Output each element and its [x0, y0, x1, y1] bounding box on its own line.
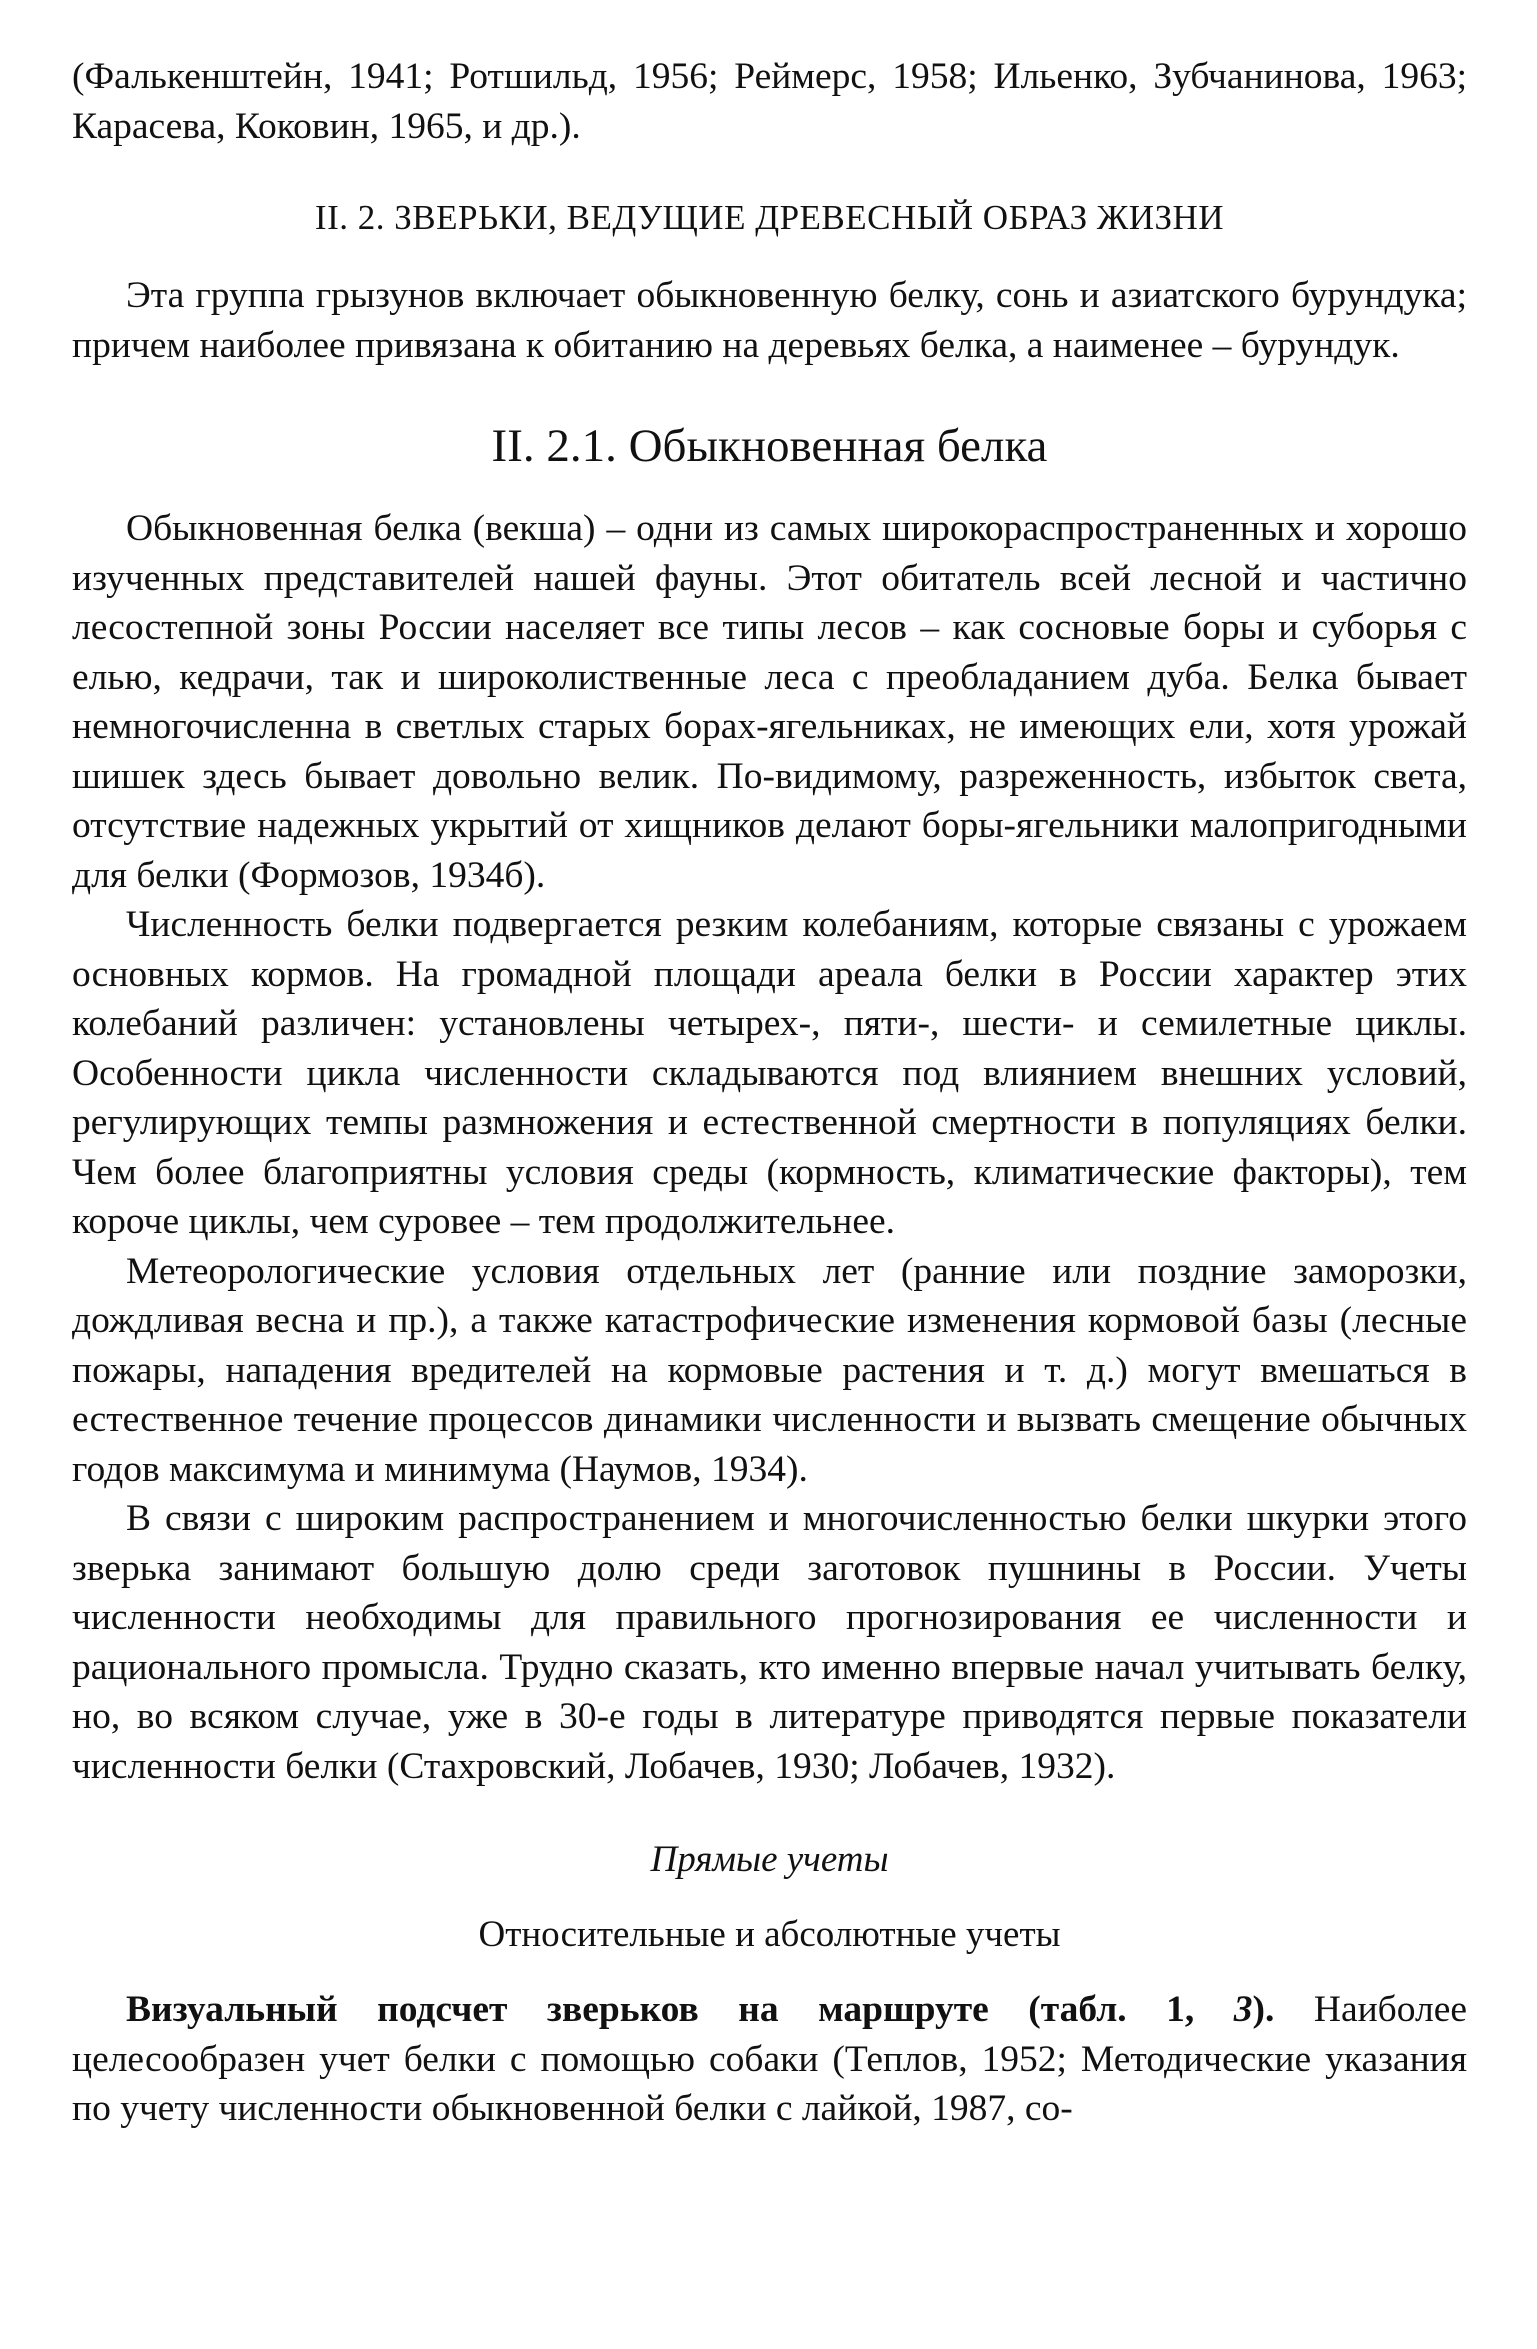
continuation-paragraph: (Фалькенштейн, 1941; Ротшильд, 1956; Реймерс, 1958; Ильенко, Зубчанинова, 1963; Карасева, Коковин, 1965, и др.). [72, 56, 1467, 147]
method-table-number: 3 [1233, 1989, 1253, 2030]
body-paragraph-4: В связи с широким распространением и многочисленностью белки шкурки этого зверька занимают большую долю среди заготовок пушнины в России. Учеты численности необходимы для правильного прогнозирования ее численности и рационального промысла. Трудно сказать, кто именно впервые начал учитывать белку, но, во всяком случае, уже в 30-е годы в литературе приводятся первые показатели численности белки (Стахровский, Лобачев, 1930; Лобачев, 1932). [72, 1498, 1467, 1787]
body-paragraph-1: Обыкновенная белка (векша) – одни из самых широкораспространенных и хорошо изученных представителей нашей фауны. Этот обитатель всей лесной и частично лесостепной зоны России населяет все типы лесов – как сосновые боры и суборья с елью, кедрачи, так и широколиственные леса с преобладанием дуба. Белка бывает немногочисленна в светлых старых борах-ягельниках, не имеющих ели, хотя урожай шишек здесь бывает довольно велик. По-видимому, разреженность, избыток света, отсутствие надежных укрытий от хищников делают боры-ягельники малопригодными для белки (Формозов, 1934б). [72, 508, 1467, 896]
direct-counts-subheading: Относительные и абсолютные учеты [478, 1914, 1061, 1955]
method-title: Визуальный подсчет зверьков на маршруте (табл. 1, [126, 1989, 1234, 2030]
subsection-heading: II. 2.1. Обыкновенная белка [491, 420, 1048, 472]
section-heading: II. 2. ЗВЕРЬКИ, ВЕДУЩИЕ ДРЕВЕСНЫЙ ОБРАЗ ЖИЗНИ [314, 198, 1225, 237]
method-text: Наиболее целесообразен учет белки с помощью собаки (Теплов, 1952; Методические указания по учету численности обыкновенной белки с лайкой, 1987, со- [72, 1989, 1467, 2129]
direct-counts-heading: Прямые учеты [650, 1839, 889, 1880]
page [72, 52, 1467, 2134]
section-intro-paragraph: Эта группа грызунов включает обыкновенную белку, сонь и азиатского бурундука; причем наиболее привязана к обитанию на деревьях белка, а наименее – бурундук. [72, 275, 1467, 366]
method-paragraph [72, 1985, 1467, 2134]
body-paragraph-2: Численность белки подвергается резким колебаниям, которые связаны с урожаем основных кормов. На громадной площади ареала белки в России характер этих колебаний различен: установлены четырех-, пяти-, шести- и семилетные циклы. Особенности цикла численности складываются под влиянием внешних условий, регулирующих темпы размножения и естественной смертности в популяциях белки. Чем более благоприятны условия среды (кормность, климатические факторы), тем короче циклы, чем суровее – тем продолжительнее. [72, 904, 1467, 1242]
method-title-close: ). [1252, 1989, 1275, 2030]
body-paragraph-3: Метеорологические условия отдельных лет (ранние или поздние заморозки, дождливая весна и пр.), а также катастрофические изменения кормовой базы (лесные пожары, нападения вредителей на кормовые растения и т. д.) могут вмешаться в естественное течение процессов динамики численности и вызвать смещение обычных годов максимума и минимума (Наумов, 1934). [72, 1250, 1467, 1490]
